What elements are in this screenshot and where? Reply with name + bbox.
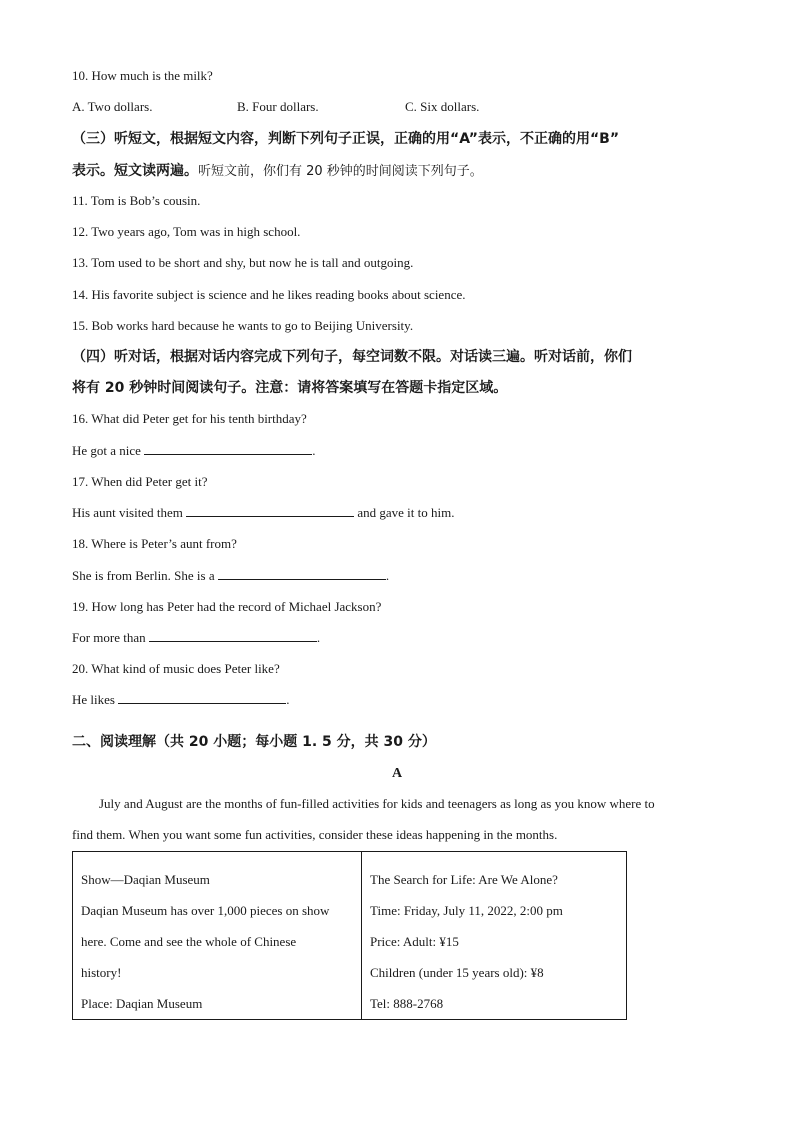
option-c: C. Six dollars. — [405, 99, 480, 114]
passage-label: A — [391, 766, 403, 781]
question-18: 18. Where is Peter’s aunt from? — [72, 536, 237, 551]
answer-18-prefix: She is from Berlin. She is a — [72, 568, 218, 583]
answer-17-suffix: and gave it to him. — [354, 505, 455, 520]
answer-blank-18[interactable] — [218, 567, 386, 580]
section4-instruction-line1: （四）听对话，根据对话内容完成下列句子，每空词数不限。对话读三遍。听对话前，你们 — [72, 349, 632, 365]
answer-20-prefix: He likes — [72, 692, 119, 707]
answer-line-20 — [72, 691, 289, 709]
statement-15: 15. Bob works hard because he wants to go to Beijing University. — [72, 318, 414, 333]
museum-desc-1: Daqian Museum has over 1,000 pieces on show — [81, 903, 330, 918]
museum-desc-2: here. Come and see the whole of Chinese — [81, 934, 297, 949]
answer-line-19 — [72, 629, 320, 647]
answer-blank-16[interactable] — [144, 442, 312, 455]
answer-line-16 — [72, 442, 315, 460]
statement-11: 11. Tom is Bob’s cousin. — [72, 193, 201, 208]
search-life-title: The Search for Life: Are We Alone? — [370, 872, 558, 887]
activities-table — [72, 851, 627, 1020]
answer-19-prefix: For more than — [72, 630, 149, 645]
search-life-price-adult: Price: Adult: ¥15 — [370, 934, 459, 949]
section4-instruction-line2: 将有 20 秒钟时间阅读句子。注意：请将答案填写在答题卡指定区域。 — [72, 380, 508, 396]
section3-instruction-line2 — [72, 162, 483, 181]
answer-20-suffix: . — [286, 692, 290, 707]
answer-18-suffix: . — [385, 568, 390, 583]
museum-cell — [73, 852, 362, 1020]
question-20: 20. What kind of music does Peter like? — [72, 661, 280, 676]
answer-line-17 — [72, 504, 454, 522]
statement-14: 14. His favorite subject is science and he likes reading books about science. — [72, 287, 466, 302]
table-row — [73, 852, 627, 1020]
museum-place: Place: Daqian Museum — [81, 996, 203, 1011]
museum-desc-3: history! — [81, 965, 122, 980]
answer-blank-20[interactable] — [118, 691, 286, 704]
intro-line-1: July and August are the months of fun-filled activities for kids and teenagers as long as you know where to — [99, 796, 655, 811]
question-10: 10. How much is the milk? — [72, 68, 213, 83]
question-16: 16. What did Peter get for his tenth birthday? — [72, 411, 307, 426]
section3-instruction-rest: 听短文前，你们有 20 秒钟的时间阅读下列句子。 — [198, 164, 483, 179]
section3-instruction-line1: （三）听短文，根据短文内容，判断下列句子正误，正确的用“A”表示，不正确的用“B” — [72, 131, 620, 147]
answer-17-prefix: His aunt visited them — [72, 505, 187, 520]
option-a: A. Two dollars. — [72, 99, 153, 114]
statement-12: 12. Two years ago, Tom was in high school. — [72, 224, 301, 239]
search-life-tel: Tel: 888-2768 — [370, 996, 444, 1011]
answer-blank-19[interactable] — [149, 629, 317, 642]
option-b: B. Four dollars. — [237, 99, 319, 114]
section3-instruction-bold: 表示。短文读两遍。 — [72, 163, 198, 179]
answer-16-suffix: . — [312, 443, 316, 458]
search-life-cell — [362, 852, 627, 1020]
answer-19-suffix: . — [316, 630, 321, 645]
reading-heading: 二、阅读理解（共 20 小题；每小题 1. 5 分，共 30 分） — [72, 734, 436, 750]
intro-line-2: find them. When you want some fun activities, consider these ideas happening in the months. — [72, 827, 558, 842]
answer-blank-17[interactable] — [186, 504, 354, 517]
search-life-time: Time: Friday, July 11, 2022, 2:00 pm — [370, 903, 563, 918]
answer-line-18 — [72, 567, 389, 585]
search-life-price-children: Children (under 15 years old): ¥8 — [370, 965, 544, 980]
statement-13: 13. Tom used to be short and shy, but now he is tall and outgoing. — [72, 255, 414, 270]
answer-16-prefix: He got a nice — [72, 443, 145, 458]
question-19: 19. How long has Peter had the record of Michael Jackson? — [72, 599, 382, 614]
question-17: 17. When did Peter get it? — [72, 474, 208, 489]
museum-title: Show—Daqian Museum — [81, 872, 210, 887]
